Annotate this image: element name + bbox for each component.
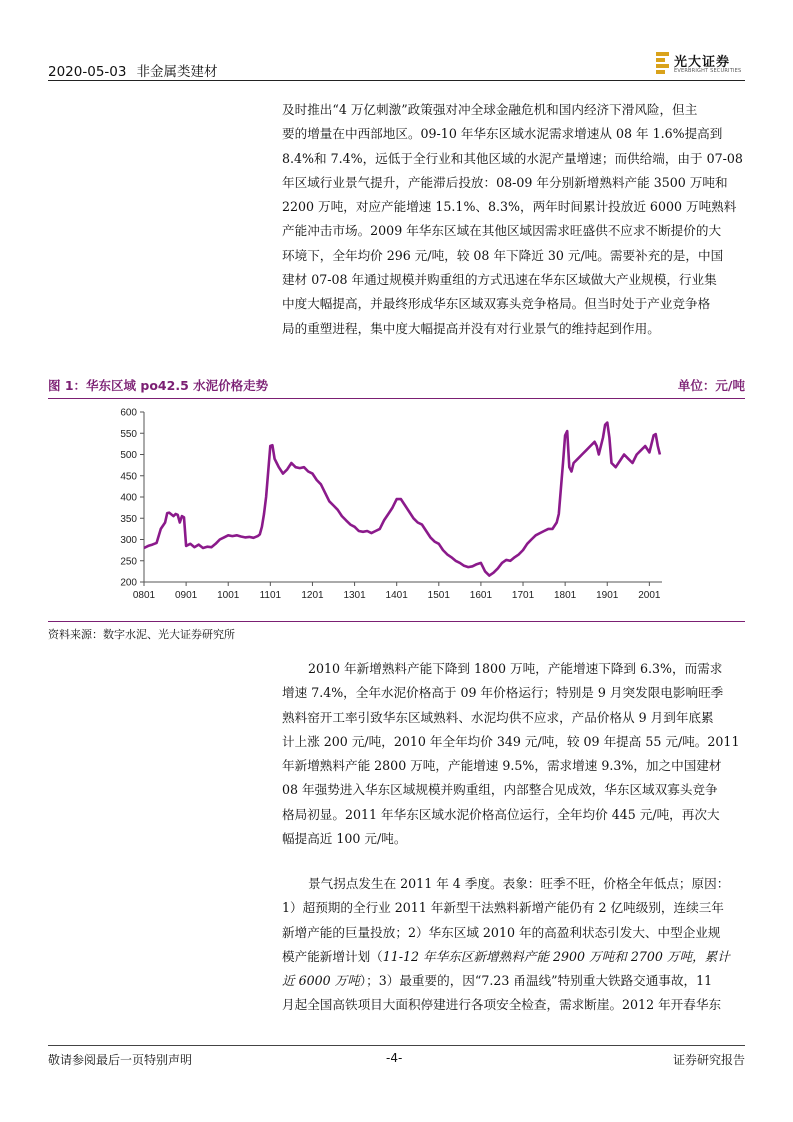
text-line: 计上涨 200 元/吨，2010 年全年均价 349 元/吨，较 09 年提高 55 元/吨。2011 bbox=[282, 733, 740, 749]
x-tick-label: 1001 bbox=[217, 590, 240, 601]
y-tick-label: 350 bbox=[120, 513, 137, 525]
footer-report-type: 证券研究报告 bbox=[672, 1053, 745, 1067]
text-line: 及时推出“4 万亿刺激”政策强对冲全球金融危机和国内经济下滑风险，但主 bbox=[282, 102, 698, 117]
text-line bbox=[282, 969, 746, 993]
brokerage-logo bbox=[656, 50, 748, 78]
logo-mark-icon bbox=[656, 52, 669, 74]
x-tick-label: 0901 bbox=[174, 590, 198, 601]
x-tick-label: 1401 bbox=[385, 590, 408, 601]
text-line: 年新增熟料产能 2800 万吨，产能增速 9.5%，需求增速 9.3%，加之中国建材 bbox=[282, 758, 722, 774]
body-paragraph-2 bbox=[282, 657, 746, 851]
x-tick-label: 1601 bbox=[469, 590, 493, 601]
y-tick-label: 550 bbox=[120, 428, 137, 440]
text-line: 幅提高近 100 元/吨。 bbox=[282, 831, 407, 847]
body-paragraph-3 bbox=[282, 872, 746, 1018]
page-number: -4- bbox=[386, 1051, 403, 1065]
page-header bbox=[48, 60, 217, 80]
x-tick-label: 1301 bbox=[343, 590, 366, 601]
text-line: 年区域行业景气提升，产能滞后投放：08-09 年分别新增熟料产能 3500 万吨和 bbox=[282, 174, 728, 190]
text-line: 8.4%和 7.4%，远低于全行业和其他区域的水泥产量增速；而供给端，由于 07-08 bbox=[282, 150, 743, 166]
y-tick-label: 500 bbox=[120, 450, 137, 461]
italic-run: 近 6000 万吨 bbox=[282, 973, 360, 989]
y-tick-label: 250 bbox=[120, 556, 137, 568]
text-line: 建材 07-08 年通过规模并购重组的方式迅速在华东区域做大产业规模，行业集 bbox=[282, 272, 717, 288]
header-rule bbox=[48, 80, 745, 81]
text-line bbox=[282, 945, 746, 969]
text-run: 模产能新增计划（ bbox=[282, 948, 383, 964]
x-tick-label: 1701 bbox=[511, 590, 535, 601]
text-line: 局的重塑进程，集中度大幅提高并没有对行业景气的维持起到作用。 bbox=[282, 320, 660, 336]
text-line: 熟料窑开工率引致华东区域熟料、水泥均供不应求，产品价格从 9 月到年底累 bbox=[282, 709, 714, 725]
body-paragraph-1 bbox=[282, 98, 746, 341]
text-run: ）；3）最重要的，因“7.23 甬温线”特别重大铁路交通事故，11 bbox=[359, 973, 713, 989]
sector-name: 非金属类建材 bbox=[136, 64, 218, 80]
x-tick-label: 1501 bbox=[427, 590, 450, 601]
text-line: 月起全国高铁项目大面积停建进行各项安全检查，需求断崖。2012 年开春华东 bbox=[282, 997, 722, 1013]
text-line: 新增产能的巨量投放；2）华东区域 2010 年的高盈利状态引发大、中型企业规 bbox=[282, 924, 721, 940]
y-tick-label: 300 bbox=[120, 535, 137, 546]
figure-unit: 单位：元/吨 bbox=[677, 378, 745, 393]
text-line: 2010 年新增熟料产能下降到 1800 万吨，产能增速下降到 6.3%，而需求 bbox=[308, 661, 723, 676]
x-tick-label: 1101 bbox=[259, 590, 282, 601]
price-series-line bbox=[144, 423, 660, 576]
italic-run: 11-12 年华东区新增熟料产能 2900 万吨和 2700 万吨，累计 bbox=[382, 948, 730, 964]
figure-source: 资料来源：数字水泥、光大证券研究所 bbox=[48, 628, 235, 641]
y-tick-label: 450 bbox=[120, 471, 137, 483]
text-line: 景气拐点发生在 2011 年 4 季度。表象：旺季不旺，价格全年低点；原因： bbox=[308, 876, 730, 891]
x-tick-label: 1201 bbox=[301, 590, 324, 601]
cement-price-chart bbox=[100, 404, 680, 614]
x-tick-label: 1901 bbox=[596, 590, 619, 601]
report-date: 2020-05-03 bbox=[48, 64, 127, 80]
footer-disclaimer: 敬请参阅最后一页特别声明 bbox=[48, 1053, 193, 1067]
y-tick-label: 600 bbox=[120, 407, 137, 419]
figure-top-rule bbox=[48, 398, 745, 399]
figure-title: 图 1：华东区域 po42.5 水泥价格走势 bbox=[48, 378, 269, 393]
text-line: 中度大幅提高，并最终形成华东区域双寡头竞争格局。但当时处于产业竞争格 bbox=[282, 296, 711, 312]
text-line: 08 年强势进入华东区域规模并购重组，内部整合见成效，华东区域双寡头竞争 bbox=[282, 782, 718, 798]
text-line: 环境下，全年均价 296 元/吨，较 08 年下降近 30 元/吨。需要补充的是，中国 bbox=[282, 247, 724, 263]
text-line: 增速 7.4%，全年水泥价格高于 09 年价格运行；特别是 9 月突发限电影响旺季 bbox=[282, 685, 724, 701]
x-tick-label: 0801 bbox=[132, 590, 156, 601]
text-line: 产能冲击市场。2009 年华东区域在其他区域因需求旺盛供不应求不断提价的大 bbox=[282, 223, 722, 239]
x-tick-label: 1801 bbox=[554, 590, 577, 601]
logo-english: EVERBRIGHT SECURITIES bbox=[674, 68, 742, 74]
y-tick-label: 400 bbox=[120, 492, 137, 504]
y-tick-label: 200 bbox=[120, 577, 137, 589]
footer-rule bbox=[48, 1045, 745, 1046]
text-line: 1）超预期的全行业 2011 年新型干法熟料新增产能仍有 2 亿吨级别，连续三年 bbox=[282, 900, 724, 916]
text-line: 2200 万吨，对应产能增速 15.1%、8.3%，两年时间累计投放近 6000 万吨熟料 bbox=[282, 199, 737, 215]
logo-name: 光大证券 bbox=[674, 55, 731, 70]
text-line: 格局初显。2011 年华东区域水泥价格高位运行，全年均价 445 元/吨，再次大 bbox=[282, 806, 720, 822]
text-line: 要的增量在中西部地区。09-10 年华东区域水泥需求增速从 08 年 1.6%提高到 bbox=[282, 126, 723, 142]
x-tick-label: 2001 bbox=[638, 590, 661, 601]
figure-bottom-rule bbox=[48, 621, 745, 622]
